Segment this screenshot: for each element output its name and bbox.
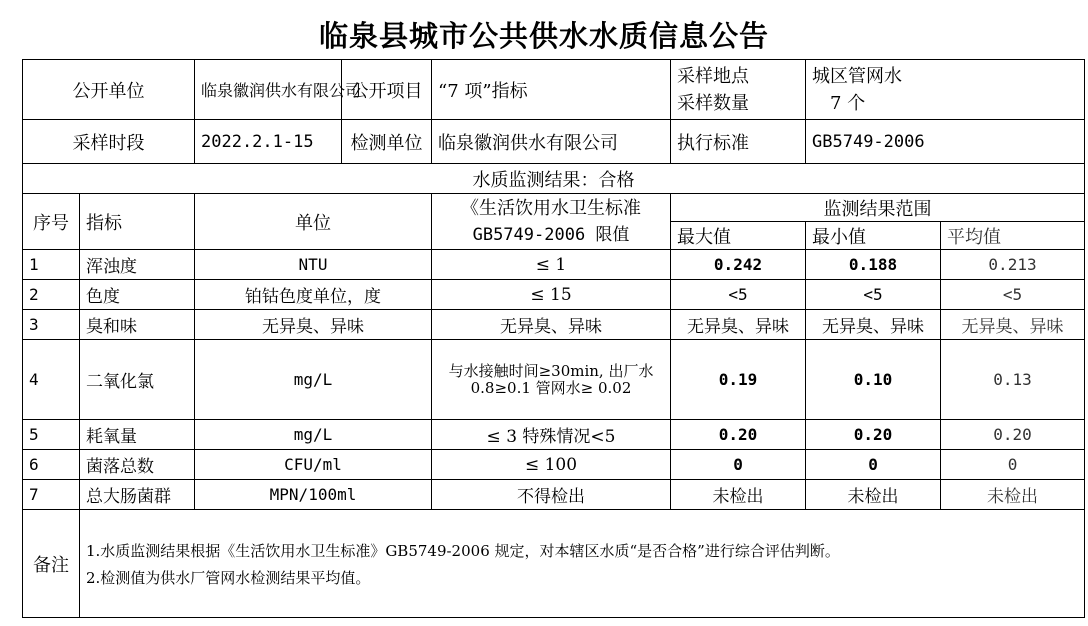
row-indicator: 浑浊度 <box>80 250 195 280</box>
header-range: 监测结果范围 <box>671 194 1085 222</box>
row-avg: 0.13 <box>941 340 1085 420</box>
row-max: 未检出 <box>671 480 806 510</box>
lab-label: 检测单位 <box>342 120 432 164</box>
row-max: <5 <box>671 280 806 310</box>
water-quality-table <box>22 59 1085 618</box>
row-limit: ≤ 15 <box>432 280 671 310</box>
header-no: 序号 <box>23 194 80 250</box>
row-indicator: 二氧化氯 <box>80 340 195 420</box>
row-max: 0.242 <box>671 250 806 280</box>
count-label: 采样数量 <box>677 92 750 114</box>
items-label: 公开项目 <box>342 60 432 120</box>
lab-value: 临泉徽润供水有限公司 <box>432 120 671 164</box>
row-no: 7 <box>23 480 80 510</box>
location-count-labels <box>671 60 806 120</box>
row-min: 未检出 <box>806 480 941 510</box>
page-title: 临泉县城市公共供水水质信息公告 <box>318 19 769 53</box>
standard-label: 执行标准 <box>671 120 806 164</box>
header-unit: 单位 <box>195 194 432 250</box>
table-row <box>23 250 1085 280</box>
row-no: 3 <box>23 310 80 340</box>
row-limit: ≤ 3 特殊情况<5 <box>432 420 671 450</box>
items-value: “7 项”指标 <box>432 60 671 120</box>
row-min: 无异臭、异味 <box>806 310 941 340</box>
period-value: 2022.2.1-15 <box>195 120 342 164</box>
row-no: 2 <box>23 280 80 310</box>
row-unit: 无异臭、异味 <box>195 310 432 340</box>
note-line-2: 2.检测值为供水厂管网水检测结果平均值。 <box>86 568 371 587</box>
row-avg: 0.213 <box>941 250 1085 280</box>
row-max: 0.20 <box>671 420 806 450</box>
row-max: 无异臭、异味 <box>671 310 806 340</box>
table-row <box>23 310 1085 340</box>
location-count-values <box>806 60 1085 120</box>
table-row <box>23 280 1085 310</box>
header-max: 最大值 <box>671 222 806 250</box>
row-indicator: 色度 <box>80 280 195 310</box>
location-value: 城区管网水 <box>812 65 903 87</box>
row-indicator: 臭和味 <box>80 310 195 340</box>
period-label: 采样时段 <box>23 120 195 164</box>
row-unit: 铂钴色度单位，度 <box>195 280 432 310</box>
publisher-value: 临泉徽润供水有限公司 <box>195 60 342 120</box>
row-avg: <5 <box>941 280 1085 310</box>
row-limit: 与水接触时间≥30min, 出厂水 0.8≥0.1 管网水≥ 0.02 <box>432 340 671 420</box>
row-indicator: 菌落总数 <box>80 450 195 480</box>
header-min: 最小值 <box>806 222 941 250</box>
row-avg: 0.20 <box>941 420 1085 450</box>
row-min: 0.188 <box>806 250 941 280</box>
row-min: 0.10 <box>806 340 941 420</box>
row-limit: 无异臭、异味 <box>432 310 671 340</box>
publisher-label: 公开单位 <box>23 60 195 120</box>
row-limit: 不得检出 <box>432 480 671 510</box>
row-unit: mg/L <box>195 340 432 420</box>
row-indicator: 耗氧量 <box>80 420 195 450</box>
header-limit-line2: GB5749-2006 限值 <box>472 224 630 245</box>
row-no: 5 <box>23 420 80 450</box>
row-max: 0 <box>671 450 806 480</box>
table-row <box>23 450 1085 480</box>
location-label: 采样地点 <box>677 65 750 87</box>
count-value: 7 个 <box>830 92 866 114</box>
row-avg: 无异臭、异味 <box>941 310 1085 340</box>
row-avg: 未检出 <box>941 480 1085 510</box>
row-min: 0.20 <box>806 420 941 450</box>
row-no: 4 <box>23 340 80 420</box>
row-min: 0 <box>806 450 941 480</box>
row-limit: ≤ 1 <box>432 250 671 280</box>
row-no: 6 <box>23 450 80 480</box>
table-row <box>23 420 1085 450</box>
header-avg: 平均值 <box>941 222 1085 250</box>
notes-body <box>80 510 1085 618</box>
row-unit: CFU/ml <box>195 450 432 480</box>
header-limit <box>432 194 671 250</box>
header-indicator: 指标 <box>80 194 195 250</box>
notes-label: 备注 <box>23 510 80 618</box>
standard-value: GB5749-2006 <box>806 120 1085 164</box>
row-avg: 0 <box>941 450 1085 480</box>
row-no: 1 <box>23 250 80 280</box>
row-max: 0.19 <box>671 340 806 420</box>
table-row <box>23 480 1085 510</box>
row-min: <5 <box>806 280 941 310</box>
row-limit: ≤ 100 <box>432 450 671 480</box>
row-unit: mg/L <box>195 420 432 450</box>
row-unit: NTU <box>195 250 432 280</box>
result-summary: 水质监测结果：合格 <box>23 164 1085 194</box>
row-unit: MPN/100ml <box>195 480 432 510</box>
header-limit-line1: 《生活饮用水卫生标准 <box>461 197 642 219</box>
row-indicator: 总大肠菌群 <box>80 480 195 510</box>
note-line-1: 1.水质监测结果根据《生活饮用水卫生标准》GB5749-2006 规定，对本辖区水质“是否合格”进行综合评估判断。 <box>86 541 840 560</box>
table-row <box>23 340 1085 420</box>
